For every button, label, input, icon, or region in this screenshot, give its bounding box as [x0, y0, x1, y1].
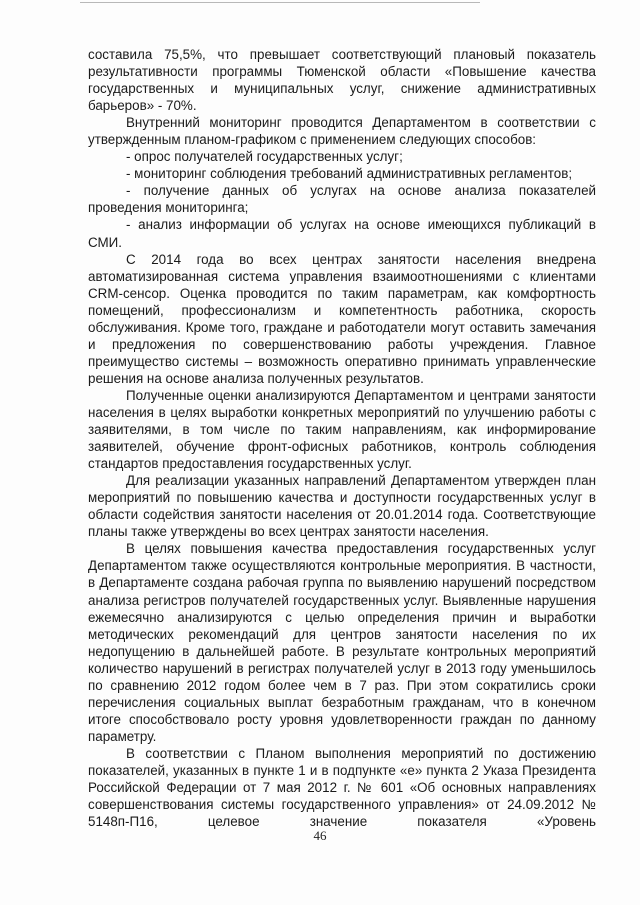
paragraph-crm-system: С 2014 года во всех центрах занятости населения внедрена автоматизированная система управления взаимоотношениями с клиентами CRM-сенсор. Оценка проводится по таким параметрам, как комфортность помещений, профессионализм и компетентность работника, скорость обслуживания. Кроме того, граждане и работодатели могут оставить замечания и предложения по совершенствованию работы учреждения. Главное преимущество системы – возможность оперативно принимать управленческие решения на основе анализа полученных результатов.: [88, 251, 596, 386]
paragraph-monitoring-intro: Внутренний мониторинг проводится Департаментом в соответствии с утвержденным планом-графиком с применением следующих способов:: [88, 115, 596, 148]
scan-edge-line: [80, 2, 480, 3]
paragraph-continuation: составила 75,5%, что превышает соответствующий плановый показатель результативности программы Тюменской области «Повышение качества государственных и муниципальных услуг, снижение административных барьеров» - 70%.: [88, 47, 596, 114]
list-item-regulations: - мониторинг соблюдения требований административных регламентов;: [126, 166, 573, 182]
paragraph-decree-plan: В соответствии с Планом выполнения мероприятий по достижению показателей, указанных в пункте 1 и в подпункте «е» пункта 2 Указа Президента Российской Федерации от 7 мая 2012 г. № 601 «Об основных направлениях совершенствования системы государственного управления» от 24.09.2012 № 5148п-П16, целевое значение показателя «Уровень: [88, 745, 596, 830]
paragraph-assessment-analysis: Полученные оценки анализируются Департаментом и центрами занятости населения в целях выработки конкретных мероприятий по улучшению работы с заявителями, в том числе по таким направлениям, как информирование заявителей, обучение фронт-офисных работников, контроль соблюдения стандартов предоставления государственных услуг.: [88, 387, 596, 472]
paragraph-action-plan: Для реализации указанных направлений Департаментом утвержден план мероприятий по повышению качества и доступности государственных услуг в области содействия занятости населения от 20.01.2014 года. Соответствующие планы также утверждены во всех центрах занятости населения.: [88, 473, 596, 540]
list-item-survey: - опрос получателей государственных услуг;: [126, 149, 403, 165]
body-text: [88, 46, 596, 830]
list-item-media-analysis: - анализ информации об услугах на основе имеющихся публикаций в СМИ.: [88, 217, 596, 250]
list-item-data-analysis: - получение данных об услугах на основе анализа показателей проведения мониторинга;: [88, 183, 596, 216]
paragraph-control-measures: В целях повышения качества предоставления государственных услуг Департаментом также осуществляются контрольные мероприятия. В частности, в Департаменте создана рабочая группа по выявлению нарушений посредством анализа регистров получателей государственных услуг. Выявленные нарушения ежемесячно анализируются с целью определения причин и выработки методических рекомендаций для центров занятости населения по их недопущению в дальнейшей работе. В результате контрольных мероприятий количество нарушений в регистрах получателей услуг в 2013 году уменьшилось по сравнению 2012 годом более чем в 7 раз. При этом сократились сроки перечисления социальных выплат безработным гражданам, что в конечном итоге способствовало росту уровня удовлетворенности граждан по данному параметру.: [88, 541, 596, 744]
page-number: 46: [313, 828, 327, 843]
